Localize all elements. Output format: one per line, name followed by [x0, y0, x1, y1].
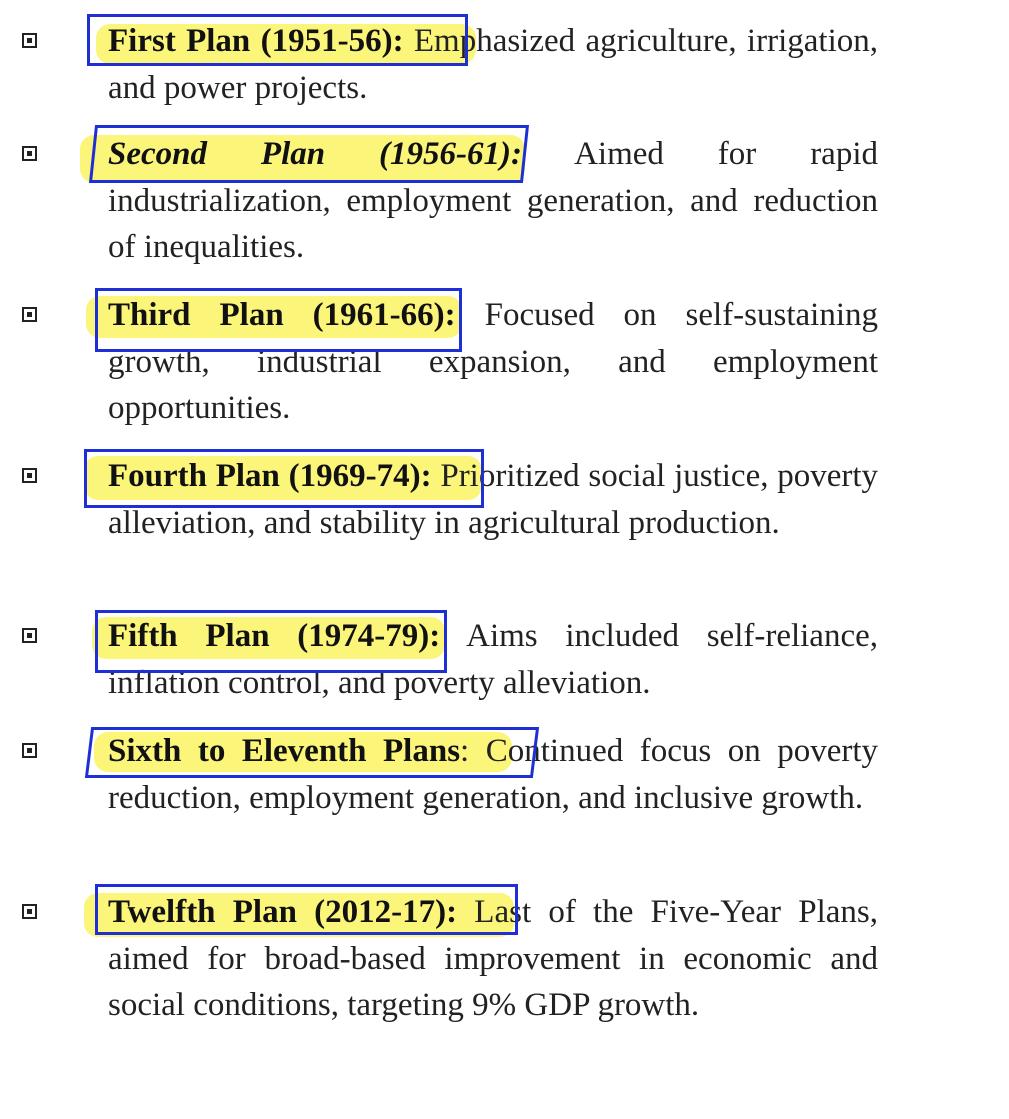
annotation-box — [85, 727, 539, 778]
plan-description: Aimed for rapid industrialization, employment generation, and reduction of inequalities. — [108, 136, 878, 265]
square-bullet-icon — [22, 468, 37, 483]
annotation-box — [95, 610, 447, 673]
square-bullet-icon — [22, 146, 37, 161]
plan-term: Twelfth Plan (2012-17): — [108, 894, 458, 930]
plan-term: Fifth Plan (1974-79): — [108, 618, 441, 654]
annotation-box — [95, 288, 462, 352]
annotation-box — [87, 14, 468, 66]
annotation-box — [95, 884, 518, 935]
plan-term: Second Plan (1956-61): — [108, 136, 522, 172]
plan-description: Focused on self-sustaining growth, industrial expansion, and employment opportunities. — [108, 297, 879, 426]
square-bullet-icon — [22, 743, 37, 758]
annotation-box — [89, 125, 529, 183]
plan-term-suffix: : — [460, 733, 470, 769]
square-bullet-icon — [22, 33, 37, 48]
plan-term: Third Plan (1961-66): — [108, 297, 456, 333]
annotation-box — [84, 449, 484, 508]
plan-term: First Plan (1951-56): — [108, 23, 404, 59]
square-bullet-icon — [22, 307, 37, 322]
plan-description: Prioritized social justice, poverty alleviation, and stability in agricultural production. — [108, 458, 879, 541]
square-bullet-icon — [22, 904, 37, 919]
plan-term: Sixth to Eleventh Plans — [108, 733, 461, 769]
plan-description: Emphasized agriculture, irrigation, and power projects. — [108, 23, 878, 106]
square-bullet-icon — [22, 628, 37, 643]
plan-description: Last of the Five-Year Plans, aimed for broad-based improvement in economic and social conditions, targeting 9% GDP growth. — [108, 894, 878, 1023]
plan-description: Continued focus on poverty reduction, employment generation, and inclusive growth. — [108, 733, 878, 816]
plan-term: Fourth Plan (1969-74): — [108, 458, 432, 494]
plan-description: Aims included self-reliance, inflation control, and poverty alleviation. — [108, 618, 879, 701]
